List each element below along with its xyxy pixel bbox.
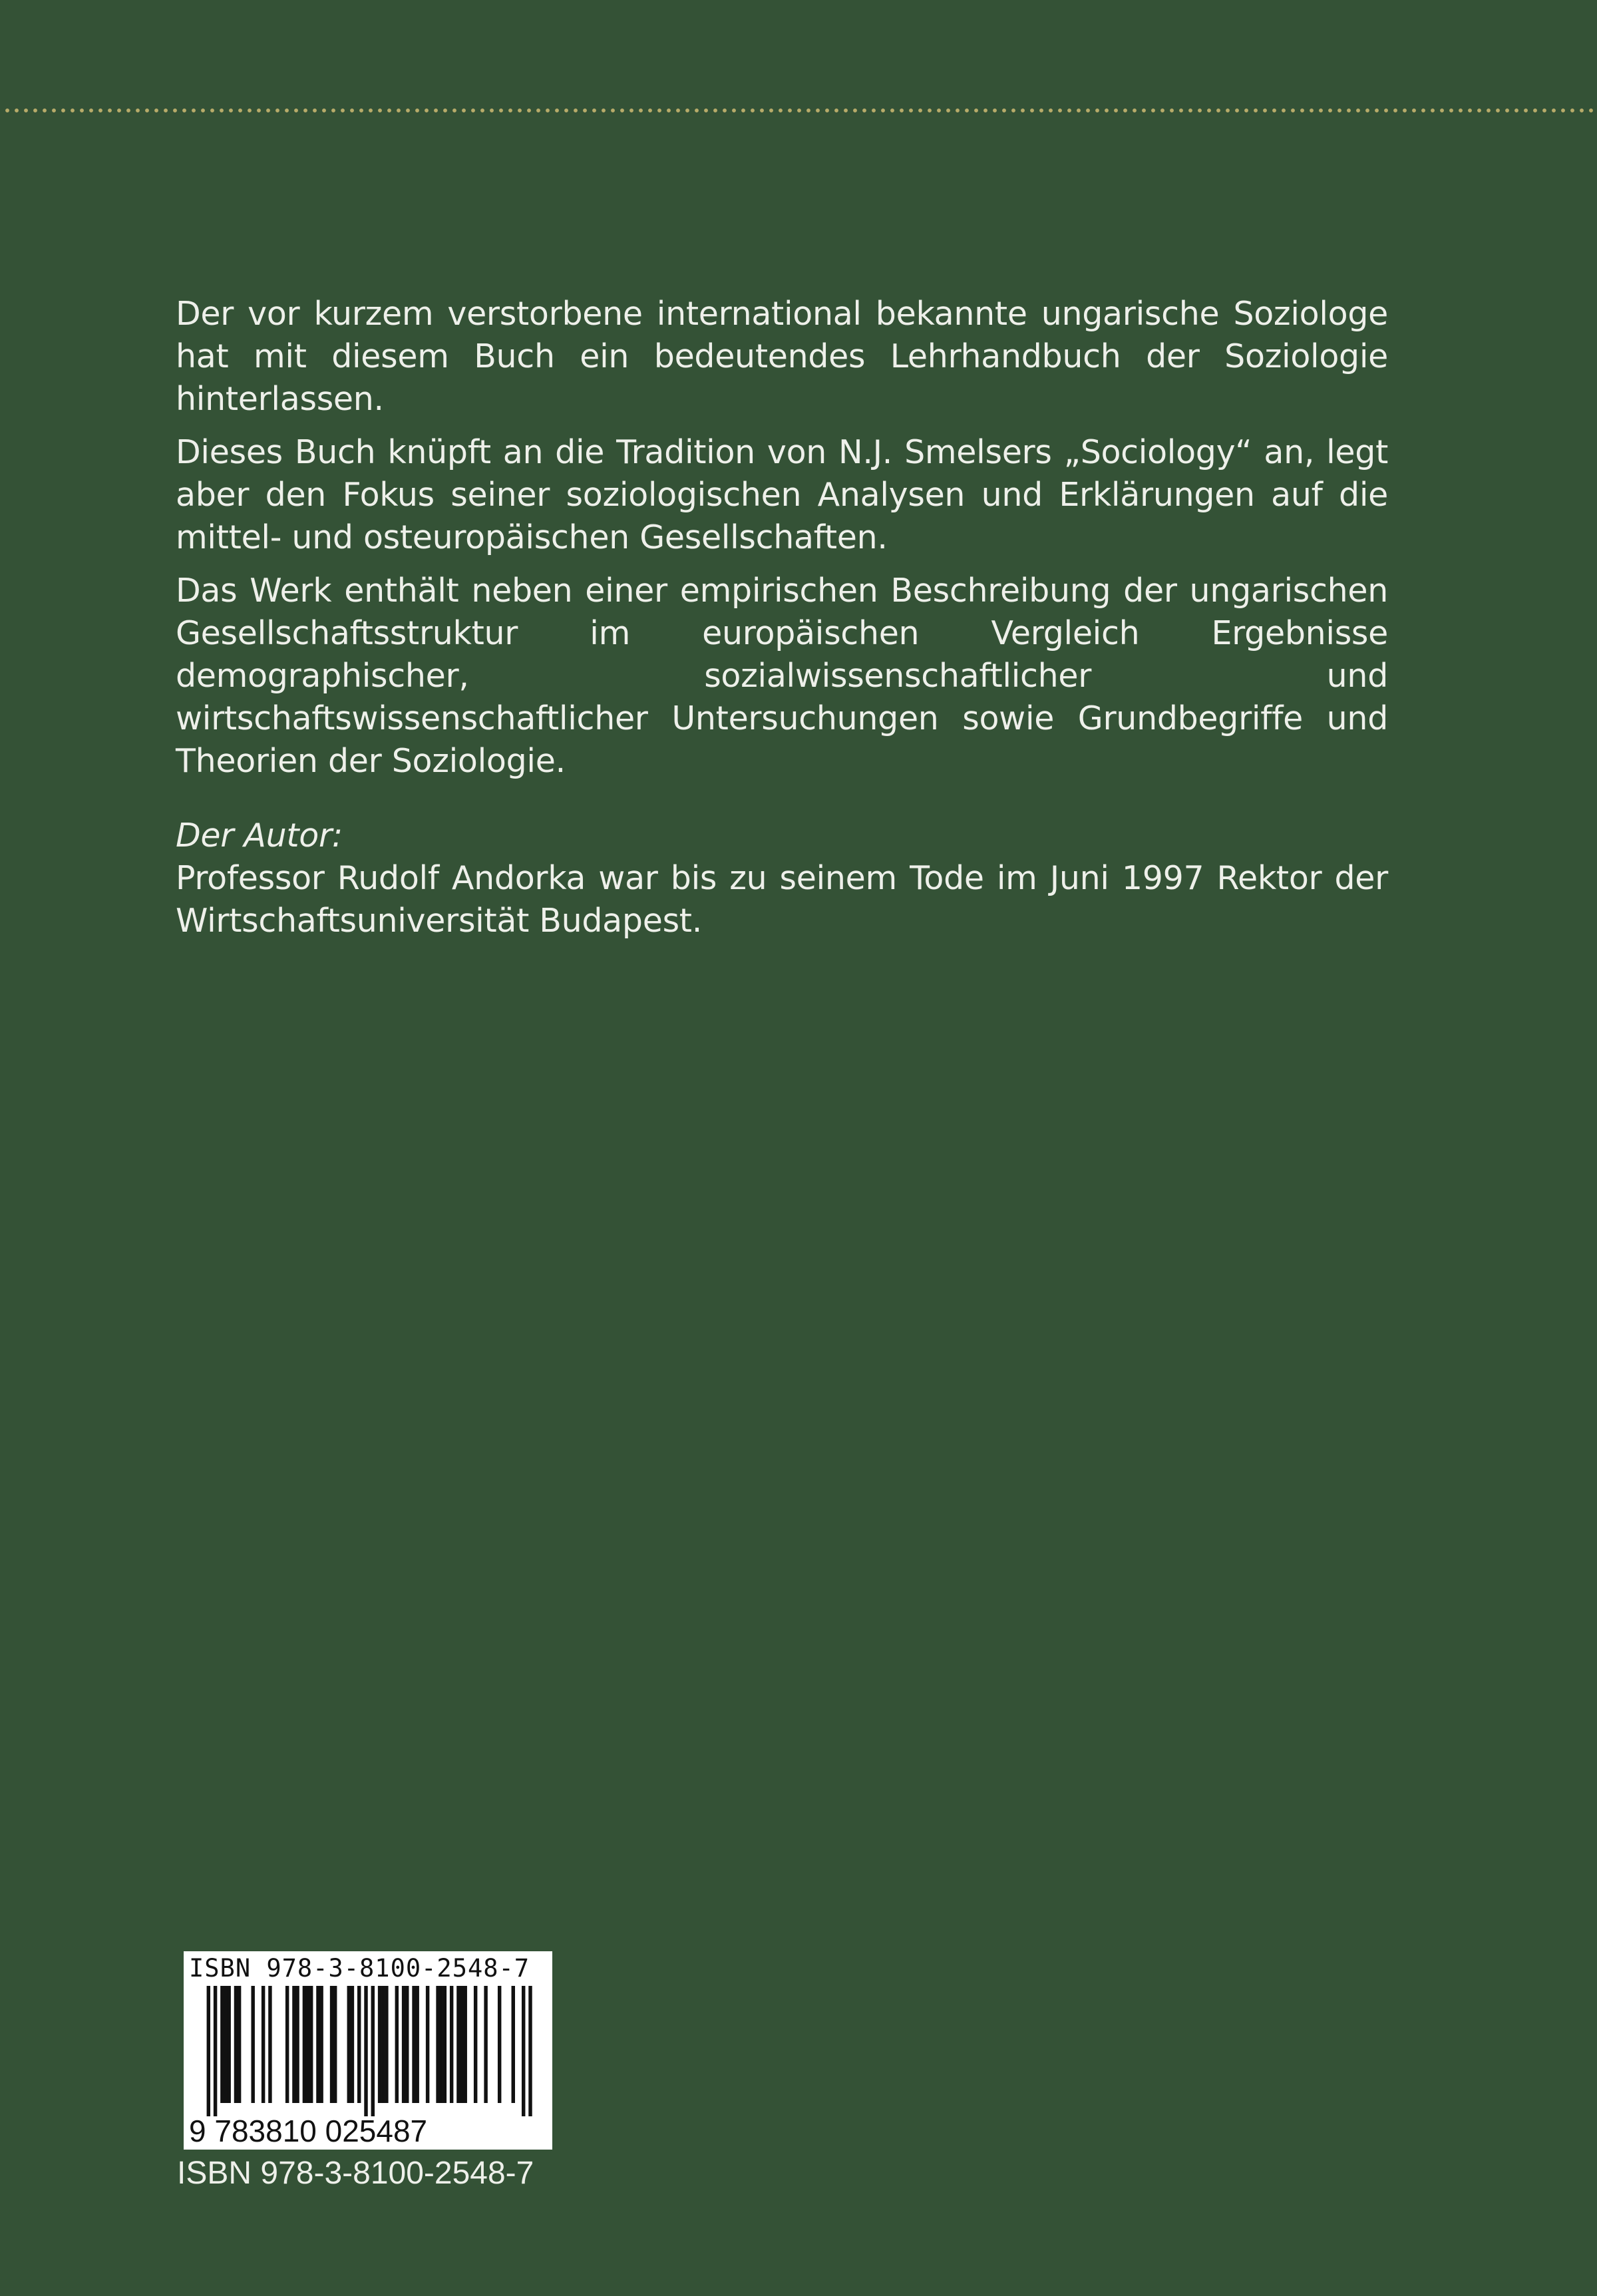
barcode-bar — [357, 1986, 361, 2103]
barcode-bar — [528, 1986, 532, 2116]
barcode-bar — [207, 1986, 210, 2116]
barcode-bar — [364, 1986, 367, 2116]
barcode-bar — [412, 1986, 415, 2103]
barcode-bar — [330, 1986, 333, 2103]
barcode-bar — [371, 1986, 375, 2116]
barcode-bar — [456, 1986, 460, 2103]
barcode-bar — [333, 1986, 337, 2103]
barcode-bar — [450, 1986, 453, 2103]
barcode-bar — [214, 1986, 217, 2116]
barcode-bar — [395, 1986, 399, 2103]
barcode-bar — [224, 1986, 227, 2103]
barcode-isbn-caption: ISBN 978-3-8100-2548-7 — [189, 1954, 530, 1983]
barcode-bar — [319, 1986, 323, 2103]
author-heading: Der Autor: — [176, 817, 343, 855]
barcode-bar — [436, 1986, 439, 2103]
barcode-bar — [220, 1986, 224, 2103]
isbn-label: ISBN 978-3-8100-2548-7 — [177, 2156, 534, 2191]
blurb-paragraph-2: Dieses Buch knüpft an die Tradition von N.J. Smelsers „Sociology“ an, legt aber den Fokus seiner soziologischen Analysen und Erklärungen auf die mittel- und osteuropäischen Gesellschaften. — [176, 433, 1388, 556]
barcode-bar — [439, 1986, 443, 2103]
barcode-bar — [351, 1986, 354, 2103]
barcode-bar — [381, 1986, 385, 2103]
barcode-bar — [385, 1986, 388, 2103]
blurb-text — [176, 293, 1388, 953]
barcode-bar — [303, 1986, 306, 2103]
barcode-bar — [405, 1986, 409, 2103]
barcode-digits: 9 783810 025487 — [189, 2114, 428, 2148]
barcode-bar — [415, 1986, 419, 2103]
barcode-bar — [316, 1986, 319, 2103]
barcode-bar — [238, 1986, 241, 2103]
barcode-bar — [309, 1986, 313, 2103]
barcode-bar — [268, 1986, 271, 2103]
barcode-bar — [522, 1986, 525, 2116]
barcode-bar — [227, 1986, 230, 2103]
barcode-bar — [484, 1986, 487, 2103]
barcode-bar — [292, 1986, 295, 2103]
barcode-bar — [464, 1986, 467, 2103]
barcode-bar — [378, 1986, 381, 2103]
dotted-divider — [0, 108, 1597, 113]
barcode-bar — [251, 1986, 254, 2103]
barcode-bar — [460, 1986, 463, 2103]
barcode-bar — [443, 1986, 446, 2103]
barcode — [184, 1951, 552, 2150]
barcode-bar — [498, 1986, 501, 2103]
barcode-bar — [262, 1986, 265, 2103]
barcode-bar — [306, 1986, 309, 2103]
barcode-bar — [426, 1986, 429, 2103]
barcode-bars — [193, 1986, 546, 2116]
blurb-paragraph-1: Der vor kurzem verstorbene international bekannte ungarische Soziologe hat mit diesem Buch ein bedeutendes Lehrhandbuch der Soziologie hinterlassen. — [176, 295, 1388, 418]
barcode-bar — [234, 1986, 238, 2103]
barcode-bar — [347, 1986, 351, 2103]
barcode-bar — [474, 1986, 477, 2103]
author-bio: Professor Rudolf Andorka war bis zu seinem Tode im Juni 1997 Rektor der Wirtschaftsuniversität Budapest. — [176, 859, 1388, 940]
barcode-bar — [295, 1986, 299, 2103]
barcode-bar — [402, 1986, 405, 2103]
barcode-bar — [512, 1986, 515, 2103]
barcode-bar — [285, 1986, 289, 2103]
blurb-paragraph-3: Das Werk enthält neben einer empirischen Beschreibung der ungarischen Gesellschaftsstruktur im europäischen Vergleich Ergebnisse demographischer, sozialwissenschaftlicher und wirtschaftswissenschaftlicher Untersuchungen sowie Grundbegriffe und Theorien der Soziologie. — [176, 572, 1388, 780]
